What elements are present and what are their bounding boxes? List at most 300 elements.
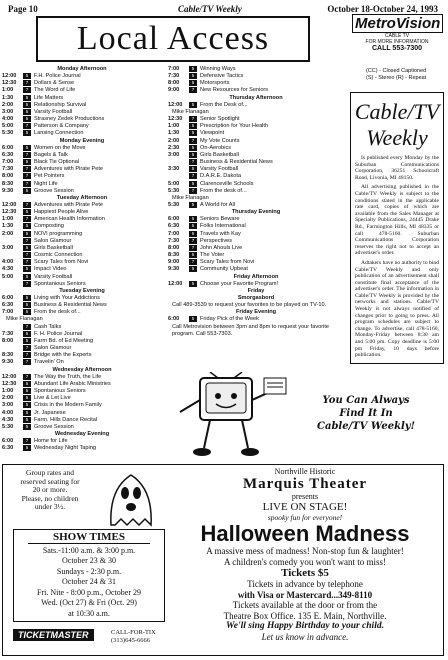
metrovision-logo-block	[352, 14, 442, 52]
show-time-line: Wed. (Oct 27) & Fri (Oct. 29)	[41, 598, 137, 607]
program-title: The Way the Truth, the Life	[34, 373, 102, 380]
program-time: 8:30	[2, 352, 14, 359]
tv-character-illustration	[170, 372, 290, 460]
show-time-line: Fri. Nite - 8:00 p.m., October 29	[37, 587, 141, 597]
schedule-row	[2, 216, 162, 223]
ad-presents: presents	[291, 492, 319, 501]
program-title: Girls Basketball	[200, 151, 239, 158]
program-time: 5:30	[2, 130, 14, 137]
program-title: Seniors Beware	[200, 216, 240, 223]
program-title: Adventures with Pirate Pete	[34, 201, 104, 208]
metrovision-call: CALL 553-7300	[371, 45, 423, 52]
program-time: 7:00	[2, 159, 14, 166]
channel-badge: 7	[189, 245, 197, 251]
channel-badge: 5	[23, 109, 31, 115]
schedule-row	[168, 223, 344, 230]
channel-badge: 7	[23, 181, 31, 187]
ad-ticket-price: Tickets $5	[281, 567, 329, 579]
program-time: 8:30	[168, 252, 180, 259]
program-time	[168, 173, 189, 180]
program-time: 1:00	[2, 216, 14, 223]
channel-badge: 5	[189, 130, 197, 136]
program-title: Bagels & Talk	[34, 151, 68, 158]
program-time: 7:00	[2, 309, 14, 316]
schedule-row	[168, 145, 344, 152]
program-title: Relationship Survival	[34, 101, 87, 108]
schedule-row	[2, 238, 162, 245]
publication-name: Cable/TV Weekly	[178, 4, 242, 14]
schedule-row	[2, 331, 162, 338]
program-title: John Ahouls Live	[200, 244, 243, 251]
channel-badge: 5	[23, 381, 31, 387]
channel-badge: 5	[189, 145, 197, 151]
channel-badge: 7	[23, 238, 31, 244]
publication-info-title: Cable/TV Weekly	[354, 99, 440, 150]
channel-badge: 5	[189, 123, 197, 129]
group-rates-line: Please, no children	[21, 493, 79, 503]
schedule-column-left	[2, 66, 162, 452]
channel-badge: 5	[189, 316, 197, 322]
channel-badge: 7	[23, 80, 31, 86]
schedule-row	[168, 123, 344, 130]
ad-door-info: Theatre Box Office. 135 E. Main, Northville.	[223, 610, 387, 621]
channel-badge: 7	[189, 173, 197, 179]
program-title: Scary Tales from Novi	[200, 259, 255, 266]
schedule-row	[2, 159, 162, 166]
schedule-day-heading: Smorgasbord	[237, 295, 275, 301]
ticketmaster-logo: TICKETMASTER	[13, 629, 94, 641]
ad-theater-name: Marquis Theater	[242, 476, 368, 492]
program-title: Prescription for Your Health	[200, 123, 269, 130]
schedule-row	[2, 281, 162, 288]
schedule-row	[2, 223, 162, 230]
program-time: 1:30	[168, 130, 180, 137]
schedule-row	[168, 66, 344, 73]
program-time	[2, 281, 23, 288]
channel-badge: 7	[23, 352, 31, 358]
schedule-day-heading: Wednesday Evening	[54, 430, 110, 437]
channel-badge: 5	[189, 152, 197, 158]
program-time: 3:00	[2, 108, 14, 115]
schedule-row	[2, 245, 162, 252]
program-time: 12:00	[2, 201, 17, 208]
program-title: Business & Residential News	[34, 302, 107, 309]
schedule-row	[2, 202, 162, 209]
schedule-row	[2, 438, 162, 445]
schedule-row	[168, 138, 344, 145]
schedule-message: Call 489-3539 to request your favorites to be played on TV-10.	[172, 302, 327, 309]
channel-badge: 5	[189, 102, 197, 108]
schedule-row	[2, 352, 162, 359]
program-time: 6:30	[168, 223, 180, 230]
program-time: 5:00	[2, 123, 14, 130]
show-time-line: Sundays - 2:30 p.m.	[56, 566, 122, 576]
schedule-row	[2, 445, 162, 452]
schedule-host-note: Mike Flanagan	[172, 108, 209, 115]
program-time: 12:00	[168, 101, 183, 108]
program-time: 12:30	[168, 116, 183, 123]
program-title: Spontanious Seniors	[34, 280, 86, 287]
program-title: Salon Glamour	[34, 345, 72, 352]
schedule-row	[168, 116, 344, 123]
channel-badge: 5	[23, 445, 31, 451]
schedule-row	[168, 202, 344, 209]
channel-badge: 7	[23, 374, 31, 380]
schedule-row	[2, 410, 162, 417]
ad-birthday-note: Let us know in advance.	[261, 631, 349, 642]
program-title: Black Tie Optional	[34, 159, 80, 166]
schedule-legend	[366, 68, 426, 82]
program-title: Motorsports	[200, 80, 230, 87]
schedule-row	[2, 302, 162, 309]
schedule-row	[2, 388, 162, 395]
channel-badge: 5	[23, 402, 31, 408]
program-time: 6:00	[168, 216, 180, 223]
program-time: 5:30	[2, 423, 14, 430]
program-title: Bridge with the Experts	[34, 352, 92, 359]
schedule-row	[2, 338, 162, 345]
channel-badge: 5	[23, 223, 31, 229]
page-title: Local Access	[36, 16, 310, 62]
channel-badge: 7	[23, 166, 31, 172]
schedule-row	[168, 152, 344, 159]
program-title: Strasney Zedek Productions	[34, 116, 105, 123]
schedule-row	[168, 80, 344, 87]
program-title: Patterson & Company	[34, 123, 89, 130]
schedule-row	[2, 188, 162, 195]
schedule-row	[2, 109, 162, 116]
schedule-row	[2, 274, 162, 281]
schedule-row	[168, 231, 344, 238]
program-title: Happiest People Alive	[34, 209, 89, 216]
program-title: Composting	[34, 223, 64, 230]
program-time: 9:30	[2, 359, 14, 366]
program-time: 7:30	[2, 166, 14, 173]
schedule-row	[2, 417, 162, 424]
ad-right-panel	[171, 467, 439, 642]
schedule-row	[168, 281, 344, 288]
channel-badge: 5	[23, 116, 31, 122]
program-title: Night Life	[34, 180, 58, 187]
program-title: New Resources for Seniors	[200, 87, 269, 94]
channel-badge: 7	[23, 345, 31, 351]
program-title: Home for Life	[34, 438, 68, 445]
schedule-day-heading: Wednesday Afternoon	[52, 366, 112, 373]
program-time	[2, 345, 23, 352]
program-time: 3:00	[2, 244, 14, 251]
program-time: 12:00	[2, 373, 17, 380]
program-title: Adventures with Pirate Pete	[34, 166, 104, 173]
program-time: 12:30	[2, 80, 17, 87]
program-title: Groove Session	[34, 423, 74, 430]
show-time-line: October 23 & 30	[62, 556, 116, 565]
program-time: 12:00	[168, 280, 183, 287]
program-title: Clarenceville Schools	[200, 180, 254, 187]
program-time: 1:00	[2, 87, 14, 94]
schedule-row	[2, 402, 162, 409]
promo-block	[170, 372, 442, 462]
program-title: Defensive Tactics	[200, 73, 244, 80]
channel-badge: 5	[23, 102, 31, 108]
program-time: 4:30	[2, 266, 14, 273]
program-title: Scary Tales from Novi	[34, 259, 89, 266]
program-time: 5:30	[168, 201, 180, 208]
channel-badge: 5	[189, 73, 197, 79]
channel-badge: 7	[189, 116, 197, 122]
channel-badge: 5	[189, 266, 197, 272]
channel-badge: 5	[23, 417, 31, 423]
ad-spooky: spooky fun for everyone!	[267, 513, 343, 522]
channel-badge: 7	[189, 138, 197, 144]
program-title: Wednesday Night Taping	[34, 445, 96, 452]
ad-historic: Northville Historic	[274, 467, 336, 476]
program-time: 8:30	[2, 180, 14, 187]
schedule-row	[2, 102, 162, 109]
schedule-row	[2, 87, 162, 94]
channel-badge: 5	[23, 95, 31, 101]
program-title: NOVI programming	[34, 230, 83, 237]
schedule-row	[2, 359, 162, 366]
schedule-row	[2, 231, 162, 238]
schedule-row	[2, 80, 162, 87]
channel-badge: 7	[189, 259, 197, 265]
metrovision-cable: CABLE TV	[384, 33, 410, 39]
schedule-row	[168, 316, 344, 323]
program-title: Folks International	[200, 223, 246, 230]
schedule-row	[2, 295, 162, 302]
ad-phone-info: Tickets in advance by telephone	[247, 579, 363, 589]
program-time: 1:30	[2, 94, 14, 101]
schedule-row	[2, 152, 162, 159]
program-title: Impact Video	[34, 266, 67, 273]
channel-badge: 7	[23, 87, 31, 93]
channel-badge: 7	[189, 188, 197, 194]
schedule-row	[2, 374, 162, 381]
metrovision-logo: MetroVision	[352, 14, 443, 33]
schedule-row	[2, 424, 162, 431]
channel-badge: 5	[23, 130, 31, 136]
call-for-tix-phone: (313)645-6666	[111, 636, 150, 644]
program-time: 6:00	[2, 144, 14, 151]
ad-door-info: Tickets available at the door or from the	[232, 600, 378, 610]
program-title: D.A.R.E. Dakota	[200, 173, 242, 180]
schedule-day-heading: Thursday Evening	[231, 209, 281, 216]
channel-badge: 5	[23, 410, 31, 416]
publication-info-paragraph: Is published every Monday by the Suburban Communications Corporation, 36251 Schoolcraft Road, Livonia, MI 48150.	[355, 155, 439, 181]
call-for-tix	[111, 629, 156, 644]
channel-badge: 7	[23, 152, 31, 158]
channel-badge: 5	[189, 252, 197, 258]
program-title: Jr. Japanese	[34, 409, 66, 416]
schedule-row	[2, 324, 162, 331]
program-time: 2:00	[2, 230, 14, 237]
schedule-row	[2, 95, 162, 102]
show-time-line: at 10:30 a.m.	[68, 608, 110, 618]
program-title: Girls Basketball	[34, 244, 73, 251]
program-title: Life Matters	[34, 94, 64, 101]
channel-badge: 7	[189, 87, 197, 93]
program-time: 12:30	[2, 209, 17, 216]
program-title: Travels with Kay	[200, 230, 241, 237]
channel-badge: 5	[23, 395, 31, 401]
program-time: 2:00	[2, 101, 14, 108]
program-time: 12:00	[2, 73, 17, 80]
schedule-row	[168, 102, 344, 109]
program-time: 7:30	[168, 73, 180, 80]
channel-badge: 5	[23, 424, 31, 430]
channel-badge: 7	[23, 438, 31, 444]
program-time: 4:00	[2, 259, 14, 266]
channel-badge: 7	[23, 173, 31, 179]
schedule-day-heading: Friday Afternoon	[233, 273, 279, 280]
legend-cc: (CC) - Closed Captioned	[366, 68, 427, 74]
channel-badge: 5	[189, 231, 197, 237]
publication-info-paragraph: Adtakers have no authority to bind Cable/TV Weekly and only publication of an advertisement shall constitute final acceptance of the advertiser's order. The information in Cable/TV Weekly is provided by the networks and stations. Cable/TV Weekly is not always notified of changes prior to going to press. All program schedules are subject to change. To advertise, call 478-5160, Monday-Friday between 8:30 am and 5:00 pm. Copy deadline is 5:00 pm Friday, 10 days before publication.	[355, 259, 439, 359]
program-time	[168, 159, 189, 166]
schedule-row	[168, 87, 344, 94]
schedule-row	[2, 259, 162, 266]
program-time: 9:30	[2, 187, 14, 194]
program-time: 1:00	[2, 388, 14, 395]
program-title: Live & Let Live	[34, 395, 71, 402]
program-time: 3:30	[168, 166, 180, 173]
publication-info-paragraph: All advertising published in the Cable/TV Weekly is subject to the conditions stated in the applicable rate card, copies of which are available from the Sales Manager at Specialty Publications, 24445 Drake Rd., Farmington Hills, MI 48335 or call 478-5160. Suburban Communications Corporation reserves the right not to accept an advertiser's order.	[355, 184, 439, 257]
program-time: 12:30	[2, 380, 17, 387]
promo-line: You Can Always	[322, 395, 410, 406]
schedule-host-note: Mike Flanagan	[172, 194, 209, 201]
schedule-row	[168, 216, 344, 223]
program-title: From the desk of...	[200, 187, 247, 194]
program-title: Crisis in the Modern Family	[34, 402, 102, 409]
program-time: 3:00	[2, 402, 14, 409]
schedule-row	[168, 252, 344, 259]
program-title: Salon Glamour	[34, 237, 72, 244]
program-title: Dollars & Sense	[34, 80, 75, 87]
channel-badge: 5	[189, 202, 197, 208]
program-time: 1:00	[168, 123, 180, 130]
program-title: From the Desk of...	[200, 101, 248, 108]
schedule-message: Call Metrovision between 3pm and 8pm to request your favorite program. Call 553-7303.	[172, 323, 330, 337]
channel-badge: 5	[23, 159, 31, 165]
program-time	[2, 238, 23, 245]
program-title: Winning Ways	[200, 66, 236, 72]
channel-badge: 5	[23, 145, 31, 151]
program-time: 6:00	[2, 295, 14, 301]
schedule-day-heading: Tuesday Afternoon	[56, 194, 108, 201]
program-time: 1:30	[2, 223, 14, 230]
schedule-row	[168, 259, 344, 266]
group-rates-text	[7, 469, 93, 512]
program-title: Cash Talks	[34, 323, 62, 330]
channel-badge: 7	[23, 359, 31, 365]
channel-badge: 5	[189, 166, 197, 172]
program-title: Cosmic Connection	[34, 252, 83, 259]
program-title: Perspectives	[200, 237, 233, 244]
program-title: Women on the Move	[34, 144, 86, 151]
channel-badge: 7	[23, 252, 31, 258]
program-title: Business & Residential News	[200, 159, 273, 166]
schedule-row	[2, 130, 162, 137]
channel-badge: 5	[23, 73, 31, 79]
channel-badge: 5	[189, 80, 197, 86]
program-time: 9:00	[168, 87, 180, 94]
schedule-row	[2, 145, 162, 152]
ad-phone-number: with Visa or Mastercard...349-8110	[237, 589, 373, 600]
program-time: 2:00	[168, 137, 180, 144]
program-title: American Health Information	[34, 216, 105, 223]
program-time: 7:30	[2, 330, 14, 337]
program-time: 2:00	[2, 395, 14, 402]
schedule-row	[2, 381, 162, 388]
schedule-row	[2, 266, 162, 273]
channel-badge: 5	[189, 66, 197, 72]
group-rates-line: Group rates and	[26, 468, 74, 477]
schedule-row	[168, 166, 344, 173]
program-title: Spontanious Seniors	[34, 388, 86, 395]
schedule-row	[168, 245, 344, 252]
call-for-tix-line: CALL-FOR-TIX	[111, 629, 156, 636]
legend-stereo-repeat: (S) - Stereo (R) - Repeat	[366, 75, 427, 81]
channel-badge: 5	[23, 209, 31, 215]
program-time: 7:00	[168, 230, 180, 237]
channel-badge: 7	[23, 281, 31, 287]
channel-badge: 5	[189, 223, 197, 229]
schedule-row	[2, 345, 162, 352]
program-time: 8:00	[2, 173, 14, 180]
program-time: 6:30	[2, 445, 14, 452]
program-time: 4:00	[2, 116, 14, 123]
promo-line: Cable/TV Weekly!	[317, 421, 415, 432]
program-title: Lansing Connection	[34, 130, 84, 137]
program-time: 6:00	[2, 438, 14, 445]
metrovision-info: FOR MORE INFORMATION	[365, 39, 429, 45]
program-time: 4:00	[2, 409, 14, 416]
program-title: My Vote Counts	[200, 137, 240, 144]
program-title: Choose your Favorite Program!	[200, 280, 279, 287]
program-title: Viewpoint	[200, 130, 225, 137]
schedule-row	[2, 252, 162, 259]
promo-line: Find It In	[339, 408, 393, 419]
program-time	[2, 324, 23, 331]
program-title: Varsity Football	[34, 108, 73, 115]
ghost-illustration	[99, 469, 163, 527]
channel-badge: 5	[189, 181, 197, 187]
channel-badge: 5	[23, 295, 31, 301]
channel-badge: 5	[23, 388, 31, 394]
channel-badge: 5	[189, 216, 197, 222]
program-title: Abundant Life Arabic Ministries	[34, 380, 111, 387]
schedule-day-heading: Thursday Afternoon	[229, 94, 283, 101]
ad-show-title: Halloween Madness	[200, 521, 410, 546]
program-title: The Voter	[200, 252, 225, 259]
program-time: 4:30	[2, 416, 14, 423]
program-title: Living with Your Addictions	[34, 295, 100, 301]
schedule-day-heading: Monday Evening	[59, 137, 105, 144]
schedule-day-heading: Monday Afternoon	[57, 66, 107, 72]
channel-badge: 5	[189, 281, 197, 287]
program-time: 7:00	[168, 66, 180, 72]
channel-badge: 5	[23, 266, 31, 272]
channel-badge: 5	[23, 338, 31, 344]
show-times-title: SHOW TIMES	[28, 532, 150, 544]
program-title: Farm. Hills Dance Recital	[34, 416, 98, 423]
channel-badge: 7	[189, 159, 197, 165]
schedule-row	[2, 123, 162, 130]
schedule-row	[2, 309, 162, 316]
program-time: 6:00	[168, 316, 180, 323]
channel-badge: 5	[23, 309, 31, 315]
program-time: 9:00	[168, 259, 180, 266]
